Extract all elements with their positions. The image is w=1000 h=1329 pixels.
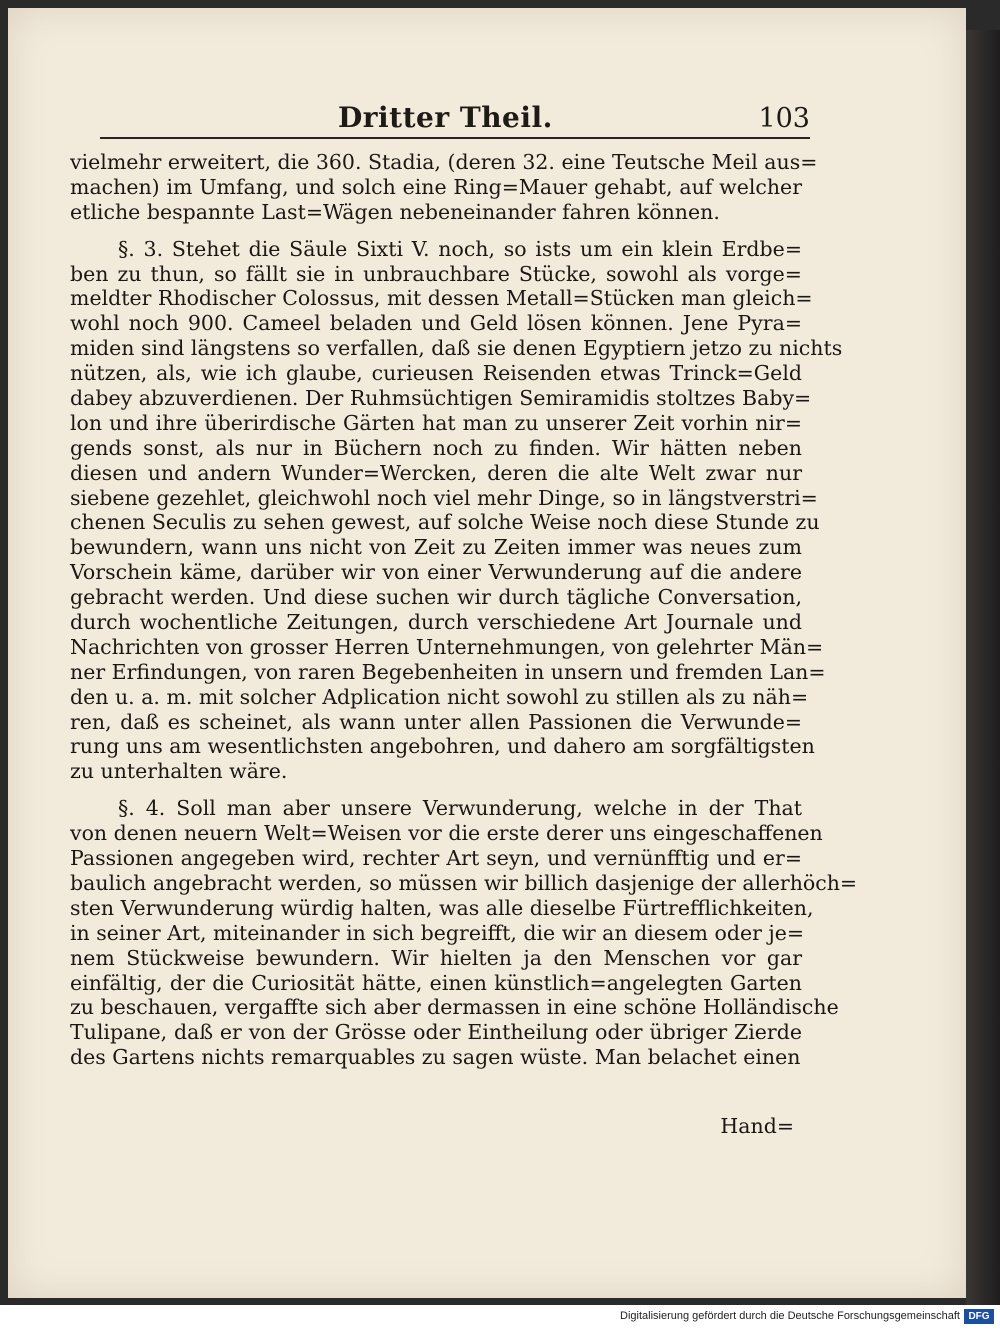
text-line: Vorschein käme, darüber wir von einer Verwunderung auf die andere (70, 560, 802, 585)
text-line: sten Verwunderung würdig halten, was alle dieselbe Fürtrefflichkeiten, (70, 895, 814, 920)
dfg-logo-icon: DFG (964, 1309, 994, 1324)
text-line: in seiner Art, miteinander in sich begreifft, die wir an diesem oder je= (70, 920, 805, 945)
text-line: §. 4. Soll man aber unsere Verwunderung, welche in der That (118, 796, 802, 821)
header-rule (100, 137, 810, 139)
text-line: etliche bespannte Last=Wägen nebeneinander fahren können. (70, 199, 720, 224)
funding-credit: Digitalisierung gefördert durch die Deutsche Forschungsgemeinschaft (620, 1310, 960, 1322)
text-line: machen) im Umfang, und solch eine Ring=Mauer gehabt, auf welcher (70, 174, 802, 199)
text-line: einfältig, der die Curiosität hätte, einen künstlich=angelegten Garten (70, 970, 802, 995)
text-line: des Gartens nichts remarquables zu sagen wüste. Man belachet einen (70, 1045, 801, 1070)
text-line: lon und ihre überirdische Gärten hat man zu unserer Zeit vorhin nir= (70, 410, 802, 435)
text-line: Passionen angegeben wird, rechter Art seyn, und vernünfftig und er= (70, 846, 802, 871)
paragraph (70, 150, 818, 225)
body-text (70, 150, 858, 1070)
text-line: bewundern, wann uns nicht von Zeit zu Zeiten immer was neues zum (70, 535, 802, 560)
text-line: gends sonst, als nur in Büchern noch zu finden. Wir hätten neben (70, 435, 802, 460)
text-line: meldter Rhodischer Colossus, mit dessen Metall=Stücken man gleich= (70, 286, 813, 311)
text-line: durch wochentliche Zeitungen, durch verschiedene Art Journale und (70, 610, 802, 635)
text-line: siebene gezehlet, gleichwohl noch viel mehr Dinge, so in längstverstri= (70, 485, 818, 510)
text-line: miden sind längstens so verfallen, daß sie denen Egyptiern jetzo zu nichts (70, 336, 843, 361)
paragraph (70, 236, 843, 785)
text-line: dabey abzuverdienen. Der Ruhmsüchtigen Semiramidis stoltzes Baby= (70, 386, 812, 411)
text-line: nem Stückweise bewundern. Wir hielten ja den Menschen vor gar (70, 945, 802, 970)
paragraph-gap (70, 225, 802, 237)
text-line: zu beschauen, vergaffte sich aber dermassen in eine schöne Holländische (70, 995, 839, 1020)
page-header (100, 95, 810, 145)
text-line: vielmehr erweitert, die 360. Stadia, (deren 32. eine Teutsche Meil aus= (70, 150, 818, 174)
text-line: von denen neuern Welt=Weisen vor die erste derer uns eingeschaffenen (70, 821, 823, 846)
text-line: chenen Seculis zu sehen gewest, auf solche Weise noch diese Stunde zu (70, 510, 820, 535)
text-line: gebracht werden. Und diese suchen wir durch tägliche Conversation, (70, 585, 802, 610)
catchword: Hand= (720, 1114, 794, 1138)
text-line: Nachrichten von grosser Herren Unternehmungen, von gelehrter Män= (70, 634, 824, 659)
text-line: wohl noch 900. Cameel beladen und Geld lösen können. Jene Pyra= (70, 311, 802, 336)
text-line: zu unterhalten wäre. (70, 759, 288, 784)
running-title: Dritter Theil. (338, 101, 553, 134)
text-line: ner Erfindungen, von raren Begebenheiten in unsern und fremden Lan= (70, 659, 826, 684)
text-line: ren, daß es scheinet, als wann unter allen Passionen die Verwunde= (70, 709, 802, 734)
text-line: den u. a. m. mit solcher Adplication nicht sowohl zu stillen als zu näh= (70, 684, 809, 709)
text-line: diesen und andern Wunder=Wercken, deren die alte Welt zwar nur (70, 460, 802, 485)
text-line: ben zu thun, so fällt sie in unbrauchbare Stücke, sowohl als vorge= (70, 261, 802, 286)
text-line: Tulipane, daß er von der Grösse oder Eintheilung oder übriger Zierde (70, 1020, 802, 1045)
text-line: baulich angebracht werden, so müssen wir billich dasjenige der allerhöch= (70, 870, 858, 895)
text-line: rung uns am wesentlichsten angebohren, und dahero am sorgfältigsten (70, 734, 815, 759)
page-number: 103 (758, 103, 810, 134)
paragraph (70, 796, 858, 1070)
book-edge (966, 30, 1000, 1305)
text-line: §. 3. Stehet die Säule Sixti V. noch, so ists um ein klein Erdbe= (118, 236, 802, 261)
footer-bar (0, 1305, 1000, 1329)
text-line: nützen, als, wie ich glaube, curieusen Reisenden etwas Trinck=Geld (70, 361, 802, 386)
paragraph-gap (70, 784, 802, 796)
